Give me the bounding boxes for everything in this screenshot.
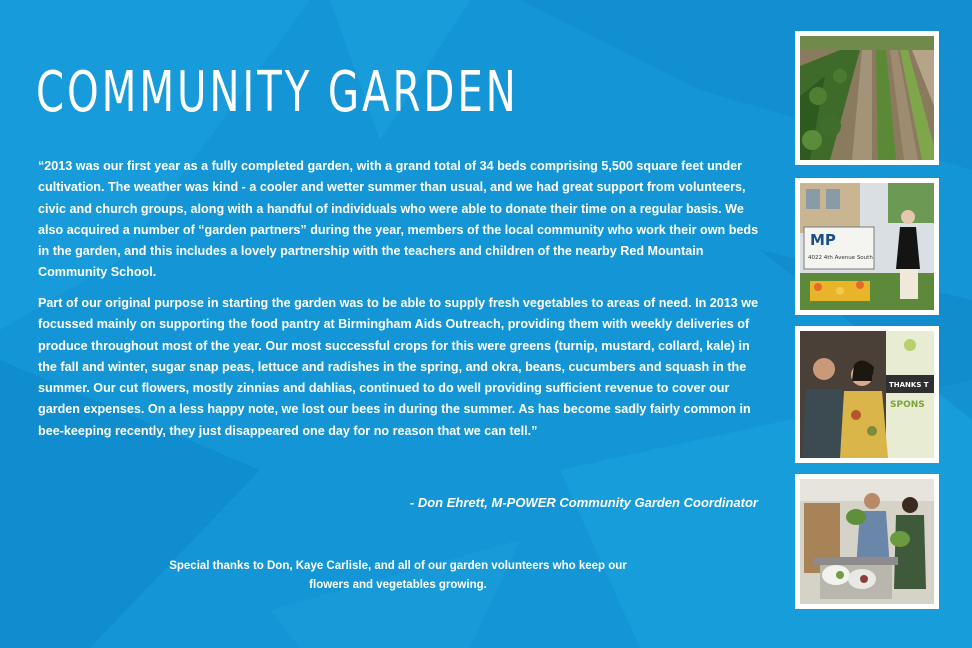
page-title: COMMUNITY GARDEN (36, 60, 519, 125)
sign-logo: MP (810, 231, 836, 249)
photo-garden-rows (795, 31, 939, 165)
banner-text-2: SPONS (890, 400, 925, 410)
photo-volunteers (795, 326, 939, 463)
paragraph-first: “2013 was our first year as a fully completed garden, with a grand total of 34 beds comprising 5,500 square feet under cultivation. The weather was kind - a cooler and wetter summer than usual, and we had great support from volunteers, civic and church groups, along with a handful of individuals who were able to donate their time on a regular basis. We also acquired a number of “garden partners” during the year, members of the local community who work their own beds in the garden, and this includes a lovely partnership with the teachers and children of the nearby Red Mountain Community School. (38, 159, 759, 280)
thanks-note: Special thanks to Don, Kaye Carlisle, and all of our garden volunteers who keep our flowers and vegetables growing. (169, 560, 627, 591)
photo-sign (795, 178, 939, 315)
sign-address: 4022 4th Avenue South (808, 255, 873, 261)
banner-text: THANKS T (889, 381, 929, 389)
quote-attribution: - Don Ehrett, M-POWER Community Garden Coordinator (409, 495, 758, 510)
photo-produce (795, 474, 939, 609)
paragraph-second: Part of our original purpose in starting the garden was to be able to supply fresh vegetables to areas of need. In 2013 we focussed mainly on supporting the food pantry at Birmingham Aids Outreach, providing them with weekly deliveries of produce throughout most of the year. Our most successful crops for this were greens (turnip, mustard, collard, kale) in the fall and winter, sugar snap peas, lettuce and radishes in the spring, and okra, beans, cucumbers and squash in the summer. Our cut flowers, mostly zinnias and dahlias, continued to do well providing sufficient revenue to cover our garden expenses. On a less happy note, we lost our bees in during the summer. As has become sadly fairly common in bee-keeping recently, they just disappeared one day for no reason that we can tell.” (38, 296, 759, 438)
